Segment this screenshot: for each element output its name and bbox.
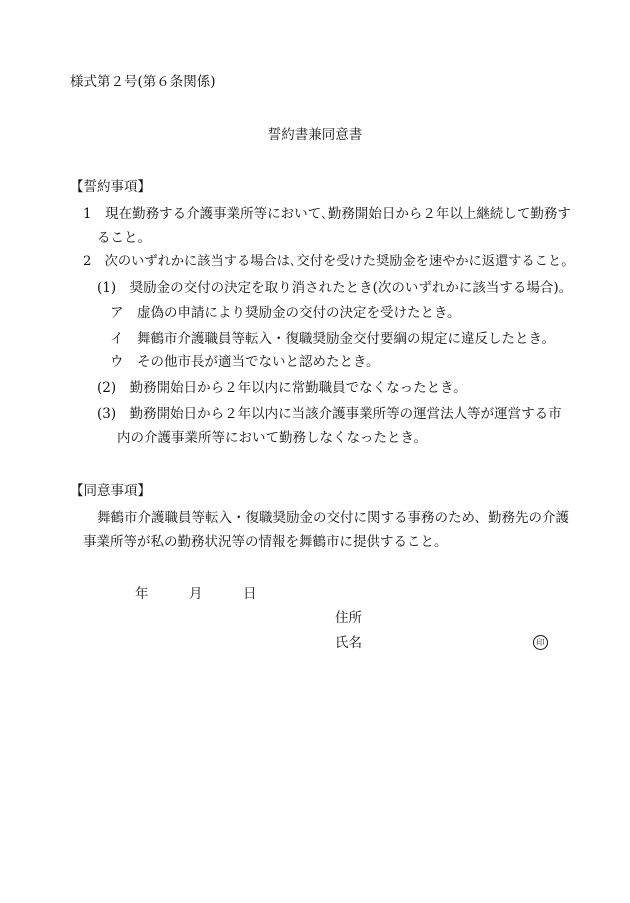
- pledge-sub-3-line-1: (3) 勤務開始日から２年以内に当該介護事業所等の運営法人等が運営する市: [97, 406, 562, 422]
- pledge-sub-1-a: ア 虚偽の申請により奨励金の交付の決定を受けたとき。: [110, 305, 461, 321]
- day-label: 日: [243, 586, 257, 602]
- year-label: 年: [135, 586, 149, 602]
- pledge-sub-1-u: ウ その他市長が適当でないと認めたとき。: [110, 354, 380, 370]
- address-label: 住所: [335, 610, 362, 626]
- pledge-item-1-line-1: 1 現在勤務する介護事業所等において､勤務開始日から２年以上継続して勤務す: [83, 206, 571, 222]
- pledge-sub-1-i: イ 舞鶴市介護職員等転入・復職奨励金交付要綱の規定に違反したとき。: [110, 331, 555, 347]
- month-label: 月: [189, 586, 203, 602]
- pledge-heading: 【誓約事項】: [70, 179, 151, 195]
- pledge-sub-1: (1) 奨励金の交付の決定を取り消されたとき(次のいずれかに該当する場合)。: [97, 280, 573, 296]
- pledge-sub-2: (2) 勤務開始日から２年以内に常勤職員でなくなったとき。: [97, 380, 467, 396]
- consent-heading: 【同意事項】: [70, 483, 151, 499]
- pledge-sub-3-line-2: 内の介護事業所等において勤務しなくなったとき。: [117, 430, 427, 446]
- consent-line-1: 舞鶴市介護職員等転入・復職奨励金の交付に関する事務のため、勤務先の介護: [97, 510, 569, 526]
- form-number-label: 様式第２号(第６条関係): [70, 74, 216, 90]
- seal-mark: 印: [533, 635, 548, 650]
- consent-line-2: 事業所等が私の勤務状況等の情報を舞鶴市に提供すること。: [83, 534, 448, 550]
- name-label: 氏名: [335, 635, 362, 651]
- document-title: 誓約書兼同意書: [267, 127, 363, 143]
- pledge-item-1-line-2: ること。: [97, 230, 151, 246]
- pledge-item-2: 2 次のいずれかに該当する場合は､交付を受けた奨励金を速やかに返還すること。: [83, 254, 575, 269]
